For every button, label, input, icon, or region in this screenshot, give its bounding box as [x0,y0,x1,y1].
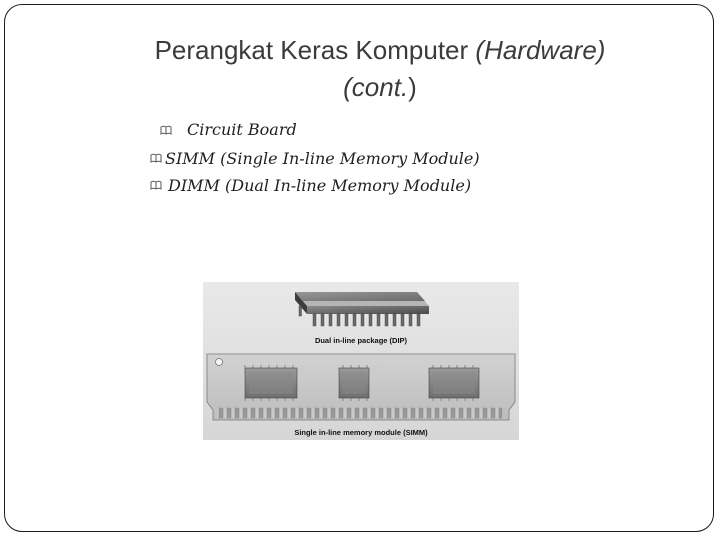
book-bullet-icon [160,125,172,135]
title-line-2 [60,69,700,106]
book-bullet-icon [150,180,162,190]
title-main-text: Perangkat Keras Komputer [154,35,476,65]
book-bullet-icon [150,153,162,163]
simm-chip [429,368,479,398]
dip-chip [295,292,429,326]
simm-chip [245,368,297,398]
bullet-item-circuit-board: Circuit Board [187,120,297,139]
dip-label: Dual in-line package (DIP) [314,336,408,345]
simm-chip [339,368,369,398]
memory-module-figure [203,282,519,440]
simm-label: Single in-line memory module (SIMM) [294,428,428,437]
simm-board [207,354,515,420]
bullet-item-simm: SIMM (Single In-line Memory Module) [165,149,480,168]
title-close-paren: ) [408,72,417,102]
title-line-1 [60,32,700,69]
simm-contacts [217,408,503,418]
title-hardware-text: (Hardware) [475,35,606,65]
bullet-item-dimm: DIMM (Dual In-line Memory Module) [168,176,472,195]
title-cont-text: (cont. [343,72,409,102]
slide-title [60,32,700,106]
